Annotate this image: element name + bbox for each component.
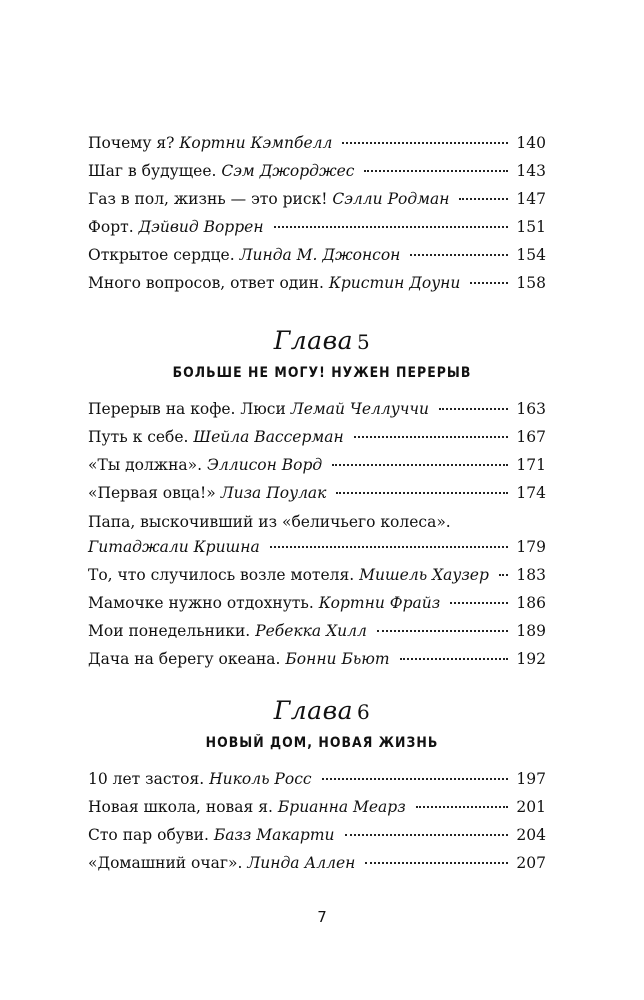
chapter-subtitle: НОВЫЙ ДОМ, НОВАЯ ЖИЗНЬ xyxy=(205,735,439,751)
entry-title: Путь к себе. xyxy=(88,428,189,446)
entry-author: Ребекка Хилл xyxy=(255,622,367,640)
entry-title: Форт. xyxy=(88,218,134,236)
entry-page-number: 167 xyxy=(516,428,546,446)
toc-entry[interactable] xyxy=(88,646,546,674)
entry-title: Мои понедельники. xyxy=(88,622,251,640)
entry-author: Николь Росс xyxy=(209,770,312,788)
chapter-number: 5 xyxy=(357,330,371,354)
entry-page-number: 183 xyxy=(516,566,546,584)
toc-entry[interactable] xyxy=(88,590,546,618)
entry-title: Новая школа, новая я. xyxy=(88,798,273,816)
entry-title: «Первая овца!» xyxy=(88,484,216,502)
entry-page-number: 192 xyxy=(516,650,546,668)
toc-entry[interactable] xyxy=(88,424,546,452)
entry-page-number: 186 xyxy=(516,594,546,612)
entry-title: Почему я? xyxy=(88,134,175,152)
entry-title: Открытое сердце. xyxy=(88,246,235,264)
entry-title: Газ в пол, жизнь — это риск! xyxy=(88,190,328,208)
dot-leader xyxy=(364,169,508,172)
entry-author: Дэйвид Воррен xyxy=(138,218,264,236)
entry-page-number: 197 xyxy=(516,770,546,788)
dot-leader xyxy=(336,491,508,494)
entry-page-number: 204 xyxy=(516,826,546,844)
entry-title: То, что случилось возле мотеля. xyxy=(88,566,355,584)
toc-entry[interactable] xyxy=(88,186,546,214)
entry-title: «Ты должна». xyxy=(88,456,203,474)
dot-leader xyxy=(354,435,509,438)
dot-leader xyxy=(499,573,509,576)
dot-leader xyxy=(410,253,508,256)
toc-entry[interactable] xyxy=(88,562,546,590)
entry-page-number: 201 xyxy=(516,798,546,816)
dot-leader xyxy=(332,463,508,466)
entry-author: Сэм Джорджес xyxy=(221,162,355,180)
toc-entry[interactable] xyxy=(88,452,546,480)
dot-leader xyxy=(377,629,509,632)
entry-author: Линда Аллен xyxy=(247,854,356,872)
entry-page-number: 179 xyxy=(516,538,546,556)
chapter-label xyxy=(0,696,644,727)
entry-author: Кристин Доуни xyxy=(328,274,461,292)
dot-leader xyxy=(365,861,508,864)
dot-leader xyxy=(345,833,509,836)
entry-title: Шаг в будущее. xyxy=(88,162,217,180)
entry-author: Брианна Меарз xyxy=(277,798,406,816)
toc-entry[interactable] xyxy=(88,242,546,270)
toc-section-chapter-6 xyxy=(88,766,546,878)
toc-entry[interactable] xyxy=(88,794,546,822)
entry-page-number: 174 xyxy=(516,484,546,502)
toc-section-previous-chapter xyxy=(88,130,546,298)
toc-entry[interactable] xyxy=(88,396,546,424)
dot-leader xyxy=(470,281,508,284)
dot-leader xyxy=(322,777,509,780)
entry-title: 10 лет застоя. xyxy=(88,770,205,788)
toc-entry[interactable] xyxy=(88,618,546,646)
entry-author: Базз Макарти xyxy=(213,826,335,844)
entry-page-number: 163 xyxy=(516,400,546,418)
entry-author: Линда М. Джонсон xyxy=(239,246,401,264)
dot-leader xyxy=(342,141,508,144)
dot-leader xyxy=(274,225,509,228)
entry-author: Лиза Поулак xyxy=(220,484,327,502)
chapter-label-text: Глава xyxy=(273,696,354,725)
chapter-number: 6 xyxy=(357,700,371,724)
toc-section-chapter-5 xyxy=(88,396,546,674)
chapter-subtitle: БОЛЬШЕ НЕ МОГУ! НУЖЕН ПЕРЕРЫВ xyxy=(172,365,472,381)
toc-entry[interactable] xyxy=(88,766,546,794)
entry-author: Бонни Бьют xyxy=(285,650,390,668)
entry-title: Мамочке нужно отдохнуть. xyxy=(88,594,314,612)
dot-leader xyxy=(439,407,508,410)
entry-author: Мишель Хаузер xyxy=(359,566,489,584)
chapter-label-text: Глава xyxy=(273,326,354,355)
entry-page-number: 158 xyxy=(516,274,546,292)
page-number: 7 xyxy=(317,908,327,926)
toc-entry[interactable] xyxy=(88,158,546,186)
entry-title: «Домашний очаг». xyxy=(88,854,243,872)
toc-entry[interactable] xyxy=(88,214,546,242)
chapter-label xyxy=(0,326,644,357)
entry-author: Сэлли Родман xyxy=(332,190,450,208)
entry-title: Дача на берегу океана. xyxy=(88,650,281,668)
toc-entry[interactable] xyxy=(88,130,546,158)
toc-entry[interactable] xyxy=(88,480,546,508)
toc-entry[interactable] xyxy=(88,822,546,850)
entry-title: Сто пар обуви. xyxy=(88,826,209,844)
dot-leader xyxy=(416,805,509,808)
chapter-6-heading xyxy=(0,696,644,751)
entry-page-number: 189 xyxy=(516,622,546,640)
entry-page-number: 151 xyxy=(516,218,546,236)
toc-entry[interactable] xyxy=(88,270,546,298)
entry-title: Папа, выскочивший из «беличьего колеса». xyxy=(88,513,451,531)
entry-page-number: 140 xyxy=(516,134,546,152)
entry-author: Гитаджали Кришна xyxy=(88,538,260,556)
entry-author: Лемай Челлуччи xyxy=(290,400,430,418)
entry-title: Много вопросов, ответ один. xyxy=(88,274,324,292)
dot-leader xyxy=(270,545,509,548)
entry-page-number: 154 xyxy=(516,246,546,264)
entry-author: Шейла Вассерман xyxy=(193,428,344,446)
toc-entry[interactable] xyxy=(88,508,546,562)
toc-entry[interactable] xyxy=(88,850,546,878)
entry-author: Кортни Фрайз xyxy=(318,594,441,612)
entry-title: Перерыв на кофе. Люси xyxy=(88,400,286,418)
entry-author: Кортни Кэмпбелл xyxy=(179,134,333,152)
entry-page-number: 143 xyxy=(516,162,546,180)
dot-leader xyxy=(400,657,509,660)
chapter-5-heading xyxy=(0,326,644,381)
dot-leader xyxy=(450,601,508,604)
entry-page-number: 147 xyxy=(516,190,546,208)
entry-author: Эллисон Ворд xyxy=(207,456,323,474)
dot-leader xyxy=(459,197,508,200)
entry-page-number: 171 xyxy=(516,456,546,474)
entry-page-number: 207 xyxy=(516,854,546,872)
